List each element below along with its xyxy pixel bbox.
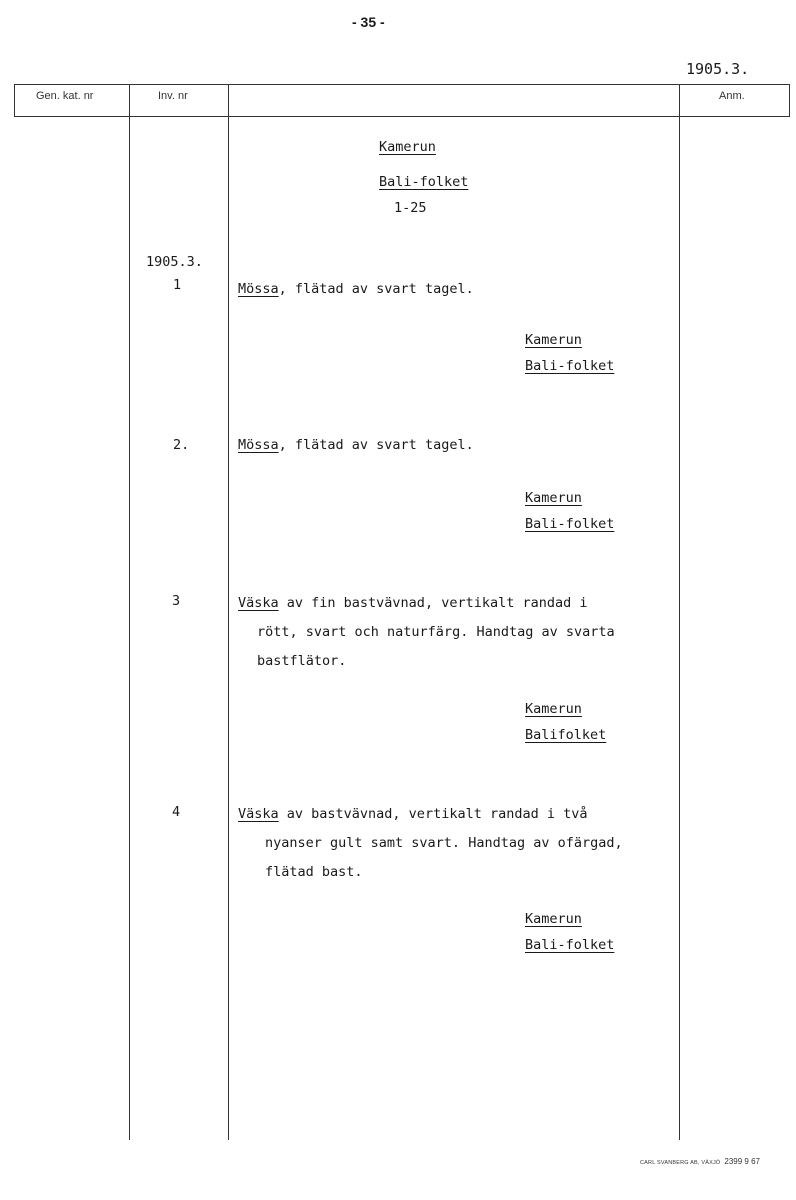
entry-text: , flätad av svart tagel. <box>278 281 474 297</box>
entry-number: 1 <box>173 277 182 293</box>
entry-number: 3 <box>172 593 181 609</box>
heading-region: Kamerun <box>379 139 436 155</box>
entry-text: av bastvävnad, vertikalt randad i två <box>278 806 588 822</box>
entry-people: Bali-folket <box>525 937 615 953</box>
entry-keyword: Väska <box>238 595 279 611</box>
column-header-inv-nr: Inv. nr <box>158 90 188 102</box>
page-number: - 35 - <box>352 14 385 30</box>
column-divider-anm <box>679 84 680 1140</box>
entry-text: av fin bastvävnad, vertikalt randad i <box>278 595 588 611</box>
entry-description <box>238 800 623 887</box>
entry-people: Bali-folket <box>525 358 615 374</box>
column-divider-gen <box>14 84 15 117</box>
column-divider-desc <box>228 84 229 1140</box>
entry-line: flätad bast. <box>265 864 363 880</box>
group-label: 1905.3. <box>146 254 203 270</box>
entry-text: , flätad av svart tagel. <box>278 437 474 453</box>
entry-line <box>238 589 615 618</box>
header-bottom-rule <box>14 116 790 117</box>
column-header-gen-kat-nr: Gen. kat. nr <box>36 90 94 102</box>
entry-line: rött, svart och naturfärg. Handtag av svarta <box>257 624 615 640</box>
header-top-rule <box>14 84 790 85</box>
entry-region: Kamerun <box>525 701 582 717</box>
header-year: 1905.3. <box>686 60 750 78</box>
column-divider-right <box>789 84 790 117</box>
entry-keyword: Mössa <box>238 437 279 453</box>
form-code: 2399 9 67 <box>724 1157 760 1166</box>
entry-line <box>238 800 623 829</box>
entry-description <box>238 281 474 297</box>
entry-line: nyanser gult samt svart. Handtag av ofärgad, <box>265 835 623 851</box>
entry-region: Kamerun <box>525 490 582 506</box>
entry-keyword: Väska <box>238 806 279 822</box>
entry-number: 4 <box>172 804 181 820</box>
entry-number: 2. <box>173 437 190 453</box>
column-divider-inv <box>129 84 130 1140</box>
printer-name: CARL SVANBERG AB, VÄXJÖ <box>640 1160 721 1166</box>
heading-range: 1-25 <box>394 200 427 216</box>
entry-description <box>238 437 474 453</box>
entry-region: Kamerun <box>525 332 582 348</box>
entry-keyword: Mössa <box>238 281 279 297</box>
entry-region: Kamerun <box>525 911 582 927</box>
column-header-anm: Anm. <box>719 90 745 102</box>
heading-people: Bali-folket <box>379 174 469 190</box>
printer-imprint <box>640 1157 760 1166</box>
entry-people: Bali-folket <box>525 516 615 532</box>
entry-line: bastflätor. <box>257 653 347 669</box>
entry-people: Balifolket <box>525 727 607 743</box>
entry-description <box>238 589 615 676</box>
